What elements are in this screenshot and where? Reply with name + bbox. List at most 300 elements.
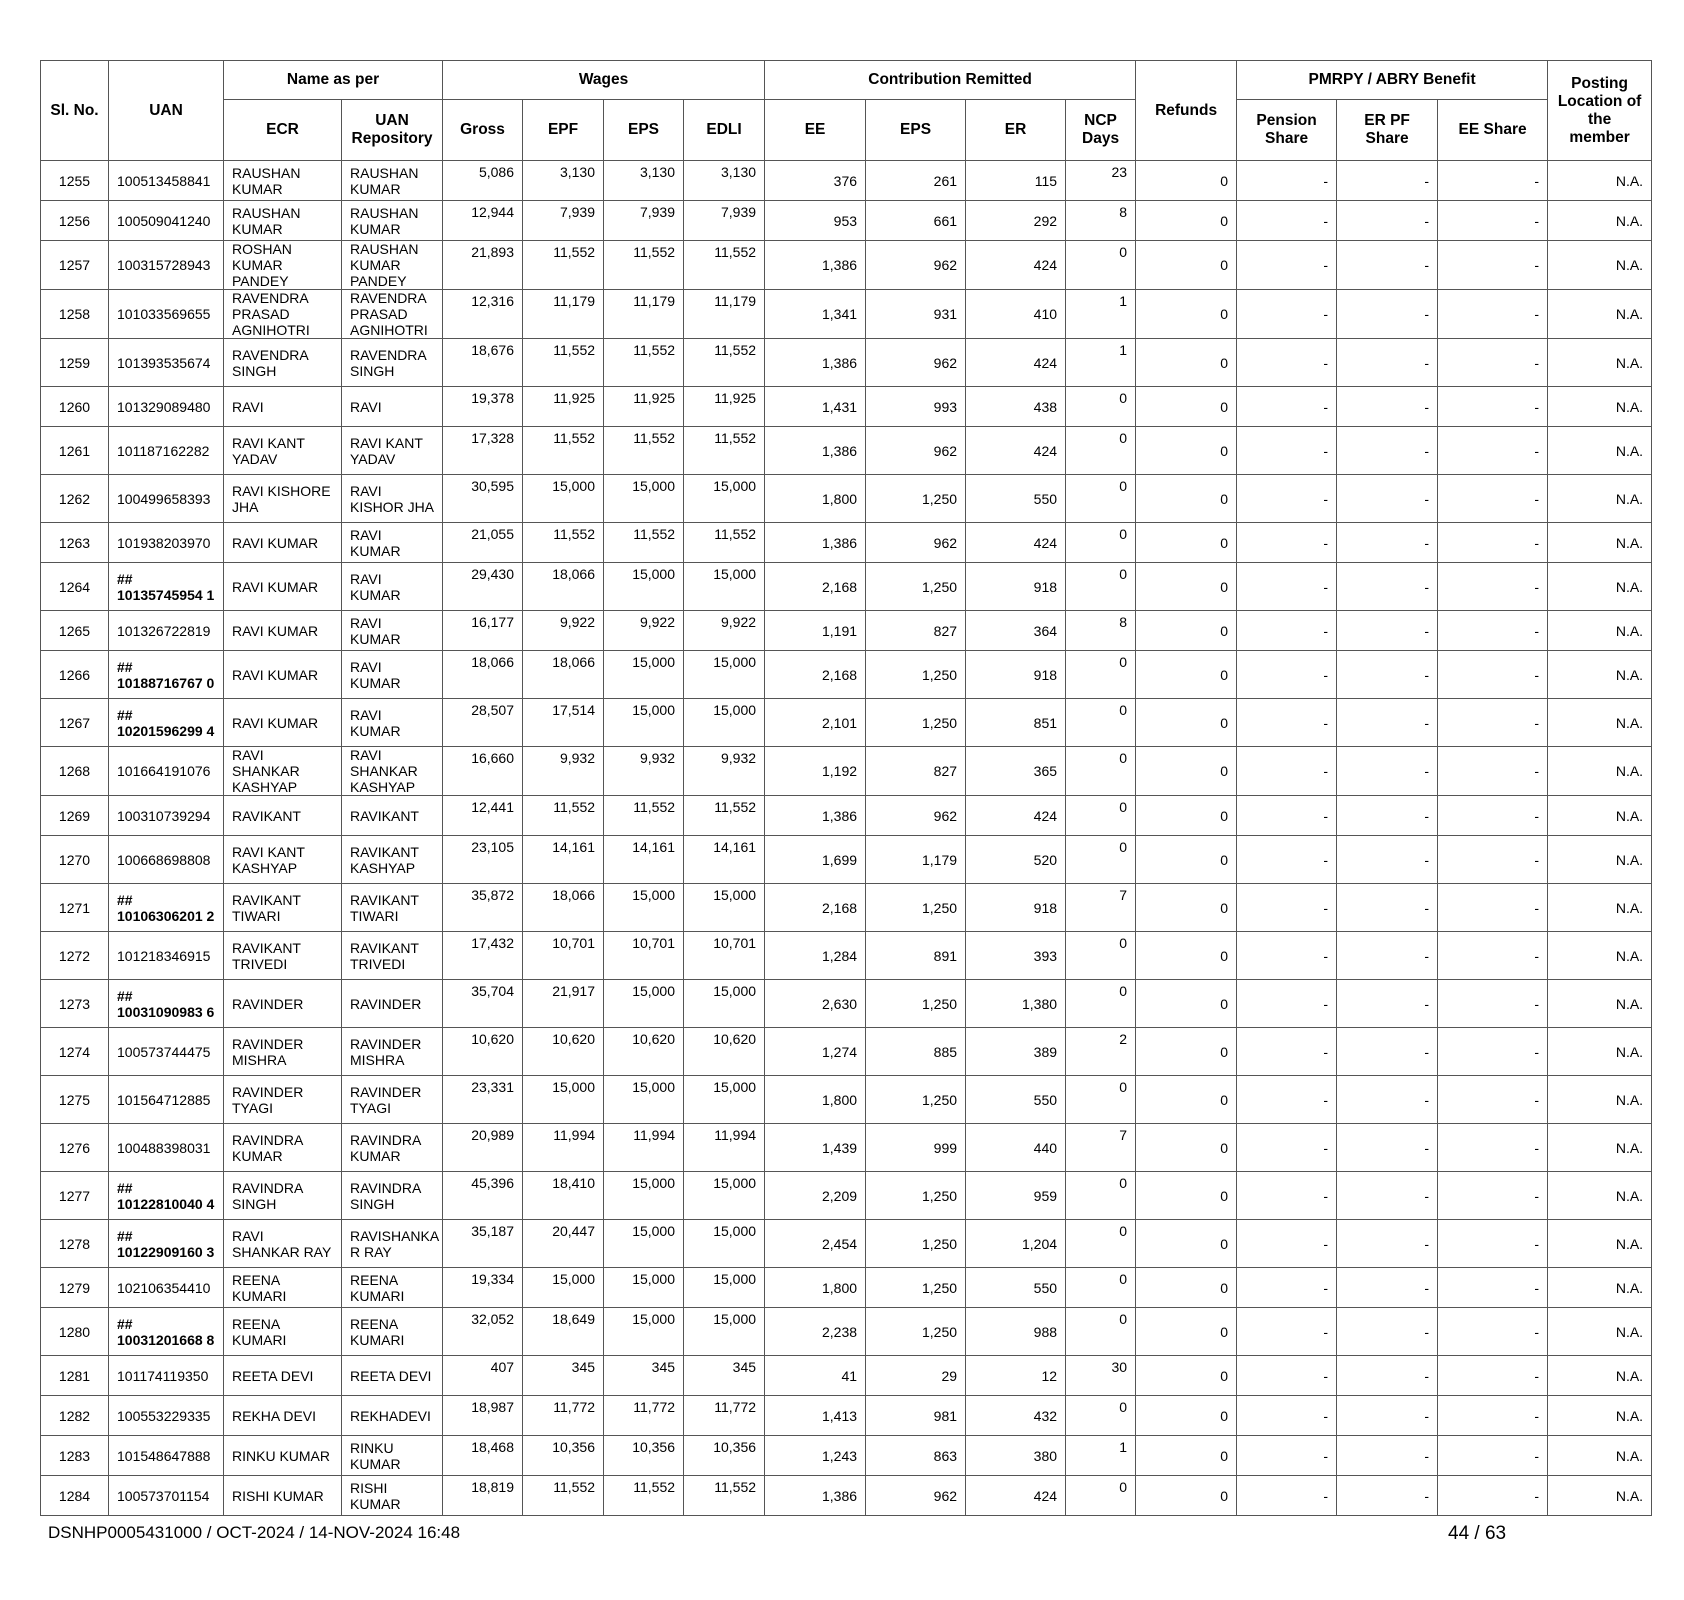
cell-ee-share: -: [1438, 1308, 1548, 1356]
cell-gross: 20,989: [443, 1124, 523, 1172]
cell-er-pf-share: -: [1337, 1172, 1438, 1220]
cell-ecr-name: RAVI SHANKAR RAY: [224, 1220, 342, 1268]
cell-ncp-days: 0: [1066, 387, 1136, 427]
cell-ncp-days: 0: [1066, 1172, 1136, 1220]
cell-edli: 15,000: [684, 884, 765, 932]
cell-pension-share: -: [1237, 836, 1337, 884]
cell-repository-name: RAVI KISHOR JHA: [342, 475, 443, 523]
cell-ncp-days: 23: [1066, 161, 1136, 201]
cell-ee-share: -: [1438, 980, 1548, 1028]
cell-contrib-eps: 962: [866, 427, 966, 475]
cell-er-pf-share: -: [1337, 1220, 1438, 1268]
cell-ecr-name: RAVINDER MISHRA: [224, 1028, 342, 1076]
cell-ncp-days: 1: [1066, 339, 1136, 387]
cell-posting-location: N.A.: [1548, 201, 1652, 241]
cell-epf: 15,000: [523, 1268, 604, 1308]
cell-ncp-days: 0: [1066, 836, 1136, 884]
cell-ee: 2,209: [765, 1172, 866, 1220]
cell-uan: 100488398031: [109, 1124, 224, 1172]
cell-sl-no: 1262: [41, 475, 109, 523]
cell-ee-share: -: [1438, 651, 1548, 699]
cell-uan: 100668698808: [109, 836, 224, 884]
cell-epf: 11,552: [523, 427, 604, 475]
cell-ncp-days: 0: [1066, 475, 1136, 523]
cell-er-pf-share: -: [1337, 161, 1438, 201]
cell-ee-share: -: [1438, 427, 1548, 475]
cell-ee: 953: [765, 201, 866, 241]
cell-ee-share: -: [1438, 1172, 1548, 1220]
cell-ecr-name: RAVINDRA SINGH: [224, 1172, 342, 1220]
cell-gross: 18,987: [443, 1396, 523, 1436]
cell-ee-share: -: [1438, 1028, 1548, 1076]
cell-edli: 15,000: [684, 1220, 765, 1268]
cell-er: 12: [966, 1356, 1066, 1396]
col-er: ER: [966, 100, 1066, 161]
cell-ee: 1,431: [765, 387, 866, 427]
cell-ee-share: -: [1438, 387, 1548, 427]
cell-er-pf-share: -: [1337, 1436, 1438, 1476]
cell-ecr-name: RAVI KANT KASHYAP: [224, 836, 342, 884]
cell-posting-location: N.A.: [1548, 1356, 1652, 1396]
cell-ncp-days: 0: [1066, 563, 1136, 611]
cell-er-pf-share: -: [1337, 1396, 1438, 1436]
cell-ncp-days: 0: [1066, 1396, 1136, 1436]
cell-gross: 16,177: [443, 611, 523, 651]
cell-pension-share: -: [1237, 387, 1337, 427]
cell-sl-no: 1259: [41, 339, 109, 387]
cell-sl-no: 1263: [41, 523, 109, 563]
cell-repository-name: RAVI KUMAR: [342, 523, 443, 563]
cell-ecr-name: RAVENDRA PRASAD AGNIHOTRI: [224, 290, 342, 339]
cell-ecr-name: RAVINDRA KUMAR: [224, 1124, 342, 1172]
col-contrib-eps: EPS: [866, 100, 966, 161]
cell-epf: 11,552: [523, 523, 604, 563]
cell-pension-share: -: [1237, 339, 1337, 387]
cell-er: 988: [966, 1308, 1066, 1356]
cell-er-pf-share: -: [1337, 747, 1438, 796]
cell-sl-no: 1277: [41, 1172, 109, 1220]
cell-refunds: 0: [1136, 747, 1237, 796]
cell-posting-location: N.A.: [1548, 980, 1652, 1028]
cell-repository-name: RAVI KUMAR: [342, 699, 443, 747]
cell-sl-no: 1283: [41, 1436, 109, 1476]
cell-ecr-name: RAVI KUMAR: [224, 699, 342, 747]
table-row: [41, 475, 1652, 523]
cell-er: 959: [966, 1172, 1066, 1220]
table-row: [41, 523, 1652, 563]
cell-ecr-name: RAVI KANT YADAV: [224, 427, 342, 475]
cell-repository-name: RAVI KUMAR: [342, 651, 443, 699]
cell-ncp-days: 0: [1066, 1308, 1136, 1356]
cell-er-pf-share: -: [1337, 201, 1438, 241]
cell-edli: 10,620: [684, 1028, 765, 1076]
cell-gross: 29,430: [443, 563, 523, 611]
cell-ncp-days: 0: [1066, 1268, 1136, 1308]
cell-refunds: 0: [1136, 651, 1237, 699]
cell-refunds: 0: [1136, 699, 1237, 747]
cell-gross: 19,334: [443, 1268, 523, 1308]
cell-gross: 35,872: [443, 884, 523, 932]
cell-edli: 11,552: [684, 1476, 765, 1516]
page-number: 44 / 63: [1448, 1523, 1507, 1544]
cell-epf: 9,932: [523, 747, 604, 796]
cell-ecr-name: RINKU KUMAR: [224, 1436, 342, 1476]
cell-contrib-eps: 1,250: [866, 475, 966, 523]
cell-posting-location: N.A.: [1548, 1476, 1652, 1516]
cell-ecr-name: REKHA DEVI: [224, 1396, 342, 1436]
cell-gross: 19,378: [443, 387, 523, 427]
cell-edli: 15,000: [684, 1308, 765, 1356]
cell-er: 550: [966, 1076, 1066, 1124]
cell-gross: 18,819: [443, 1476, 523, 1516]
cell-repository-name: RAVIKANT: [342, 796, 443, 836]
cell-pension-share: -: [1237, 1396, 1337, 1436]
table-row: [41, 563, 1652, 611]
cell-sl-no: 1278: [41, 1220, 109, 1268]
cell-epf: 345: [523, 1356, 604, 1396]
cell-gross: 35,187: [443, 1220, 523, 1268]
cell-posting-location: N.A.: [1548, 427, 1652, 475]
cell-contrib-eps: 962: [866, 523, 966, 563]
cell-contrib-eps: 1,250: [866, 1308, 966, 1356]
cell-posting-location: N.A.: [1548, 1436, 1652, 1476]
cell-posting-location: N.A.: [1548, 836, 1652, 884]
cell-er-pf-share: -: [1337, 1308, 1438, 1356]
cell-repository-name: RAVENDRA PRASAD AGNIHOTRI: [342, 290, 443, 339]
cell-ncp-days: 8: [1066, 201, 1136, 241]
table-body: [41, 161, 1652, 1516]
cell-ee-share: -: [1438, 796, 1548, 836]
cell-er-pf-share: -: [1337, 980, 1438, 1028]
cell-ecr-name: RAVIKANT TIWARI: [224, 884, 342, 932]
cell-sl-no: 1282: [41, 1396, 109, 1436]
cell-posting-location: N.A.: [1548, 1268, 1652, 1308]
cell-repository-name: RAVENDRA SINGH: [342, 339, 443, 387]
cell-ee-share: -: [1438, 699, 1548, 747]
cell-sl-no: 1261: [41, 427, 109, 475]
cell-refunds: 0: [1136, 836, 1237, 884]
cell-ee: 1,439: [765, 1124, 866, 1172]
cell-edli: 11,552: [684, 796, 765, 836]
cell-eps: 3,130: [604, 161, 684, 201]
cell-ecr-name: RAVINDER: [224, 980, 342, 1028]
cell-ncp-days: 7: [1066, 884, 1136, 932]
cell-pension-share: -: [1237, 290, 1337, 339]
cell-ee-share: -: [1438, 475, 1548, 523]
cell-epf: 11,552: [523, 796, 604, 836]
cell-contrib-eps: 981: [866, 1396, 966, 1436]
cell-er-pf-share: -: [1337, 1124, 1438, 1172]
cell-uan: 101664191076: [109, 747, 224, 796]
cell-ncp-days: 0: [1066, 427, 1136, 475]
cell-er-pf-share: -: [1337, 932, 1438, 980]
cell-er: 365: [966, 747, 1066, 796]
cell-pension-share: -: [1237, 611, 1337, 651]
col-uan-repository: UAN Repository: [342, 100, 443, 161]
cell-contrib-eps: 993: [866, 387, 966, 427]
cell-edli: 14,161: [684, 836, 765, 884]
cell-pension-share: -: [1237, 980, 1337, 1028]
cell-sl-no: 1267: [41, 699, 109, 747]
cell-ee-share: -: [1438, 1268, 1548, 1308]
cell-eps: 15,000: [604, 1220, 684, 1268]
cell-eps: 11,552: [604, 427, 684, 475]
table-row: [41, 611, 1652, 651]
cell-contrib-eps: 1,250: [866, 1076, 966, 1124]
cell-ee: 1,284: [765, 932, 866, 980]
cell-refunds: 0: [1136, 241, 1237, 290]
cell-repository-name: RAVINDER MISHRA: [342, 1028, 443, 1076]
cell-posting-location: N.A.: [1548, 884, 1652, 932]
cell-refunds: 0: [1136, 611, 1237, 651]
group-name-as-per: Name as per: [224, 61, 443, 100]
cell-pension-share: -: [1237, 699, 1337, 747]
table-row: [41, 884, 1652, 932]
cell-pension-share: -: [1237, 747, 1337, 796]
cell-uan: 100553229335: [109, 1396, 224, 1436]
cell-ee: 2,168: [765, 563, 866, 611]
cell-edli: 11,552: [684, 523, 765, 563]
cell-epf: 9,922: [523, 611, 604, 651]
cell-ee-share: -: [1438, 1436, 1548, 1476]
cell-pension-share: -: [1237, 241, 1337, 290]
cell-eps: 11,552: [604, 523, 684, 563]
cell-repository-name: RISHI KUMAR: [342, 1476, 443, 1516]
cell-pension-share: -: [1237, 932, 1337, 980]
cell-refunds: 0: [1136, 427, 1237, 475]
cell-epf: 18,649: [523, 1308, 604, 1356]
cell-edli: 15,000: [684, 475, 765, 523]
cell-epf: 18,066: [523, 884, 604, 932]
cell-refunds: 0: [1136, 1268, 1237, 1308]
cell-gross: 18,066: [443, 651, 523, 699]
cell-uan: ## 10106306201 2: [109, 884, 224, 932]
cell-refunds: 0: [1136, 523, 1237, 563]
table-row: [41, 1308, 1652, 1356]
cell-ee: 1,386: [765, 339, 866, 387]
col-uan: UAN: [109, 61, 224, 161]
cell-epf: 21,917: [523, 980, 604, 1028]
cell-repository-name: REENA KUMARI: [342, 1308, 443, 1356]
cell-posting-location: N.A.: [1548, 475, 1652, 523]
cell-sl-no: 1265: [41, 611, 109, 651]
cell-gross: 16,660: [443, 747, 523, 796]
cell-gross: 28,507: [443, 699, 523, 747]
cell-gross: 21,055: [443, 523, 523, 563]
cell-er-pf-share: -: [1337, 387, 1438, 427]
cell-ee: 2,454: [765, 1220, 866, 1268]
cell-ncp-days: 1: [1066, 290, 1136, 339]
cell-pension-share: -: [1237, 884, 1337, 932]
cell-edli: 15,000: [684, 699, 765, 747]
cell-ncp-days: 0: [1066, 1076, 1136, 1124]
cell-eps: 15,000: [604, 980, 684, 1028]
cell-repository-name: RINKU KUMAR: [342, 1436, 443, 1476]
table-row: [41, 1172, 1652, 1220]
cell-refunds: 0: [1136, 1172, 1237, 1220]
cell-eps: 15,000: [604, 884, 684, 932]
cell-pension-share: -: [1237, 1356, 1337, 1396]
cell-edli: 9,922: [684, 611, 765, 651]
cell-gross: 23,331: [443, 1076, 523, 1124]
cell-uan: 101033569655: [109, 290, 224, 339]
cell-repository-name: REENA KUMARI: [342, 1268, 443, 1308]
cell-er: 380: [966, 1436, 1066, 1476]
cell-ee: 1,386: [765, 427, 866, 475]
cell-ee: 1,800: [765, 1076, 866, 1124]
cell-refunds: 0: [1136, 932, 1237, 980]
cell-eps: 11,552: [604, 241, 684, 290]
cell-epf: 10,620: [523, 1028, 604, 1076]
cell-eps: 10,701: [604, 932, 684, 980]
cell-ecr-name: RAVINDER TYAGI: [224, 1076, 342, 1124]
table-row: [41, 201, 1652, 241]
cell-epf: 11,552: [523, 339, 604, 387]
cell-er-pf-share: -: [1337, 290, 1438, 339]
cell-contrib-eps: 827: [866, 611, 966, 651]
col-eps: EPS: [604, 100, 684, 161]
cell-refunds: 0: [1136, 1356, 1237, 1396]
cell-epf: 15,000: [523, 1076, 604, 1124]
cell-posting-location: N.A.: [1548, 290, 1652, 339]
cell-ecr-name: RAVIKANT: [224, 796, 342, 836]
table-row: [41, 339, 1652, 387]
cell-posting-location: N.A.: [1548, 796, 1652, 836]
cell-sl-no: 1280: [41, 1308, 109, 1356]
cell-posting-location: N.A.: [1548, 1308, 1652, 1356]
cell-er-pf-share: -: [1337, 523, 1438, 563]
table-row: [41, 1476, 1652, 1516]
cell-er-pf-share: -: [1337, 1028, 1438, 1076]
cell-uan: ## 10188716767 0: [109, 651, 224, 699]
cell-er: 550: [966, 1268, 1066, 1308]
cell-pension-share: -: [1237, 427, 1337, 475]
cell-repository-name: RAVI SHANKAR KASHYAP: [342, 747, 443, 796]
cell-epf: 18,066: [523, 563, 604, 611]
cell-contrib-eps: 1,250: [866, 651, 966, 699]
cell-gross: 32,052: [443, 1308, 523, 1356]
cell-sl-no: 1275: [41, 1076, 109, 1124]
col-ee-share: EE Share: [1438, 100, 1548, 161]
col-gross: Gross: [443, 100, 523, 161]
table-row: [41, 747, 1652, 796]
cell-gross: 18,468: [443, 1436, 523, 1476]
table-row: [41, 796, 1652, 836]
cell-ee-share: -: [1438, 290, 1548, 339]
cell-sl-no: 1279: [41, 1268, 109, 1308]
cell-contrib-eps: 962: [866, 1476, 966, 1516]
cell-ee: 1,192: [765, 747, 866, 796]
cell-contrib-eps: 999: [866, 1124, 966, 1172]
table-row: [41, 1124, 1652, 1172]
cell-ecr-name: RAVI KUMAR: [224, 651, 342, 699]
cell-uan: 101326722819: [109, 611, 224, 651]
cell-er-pf-share: -: [1337, 611, 1438, 651]
cell-uan: 101218346915: [109, 932, 224, 980]
cell-sl-no: 1268: [41, 747, 109, 796]
cell-ncp-days: 0: [1066, 651, 1136, 699]
cell-er: 1,380: [966, 980, 1066, 1028]
cell-sl-no: 1276: [41, 1124, 109, 1172]
cell-contrib-eps: 1,250: [866, 1220, 966, 1268]
cell-edli: 7,939: [684, 201, 765, 241]
cell-gross: 45,396: [443, 1172, 523, 1220]
col-edli: EDLI: [684, 100, 765, 161]
cell-contrib-eps: 962: [866, 796, 966, 836]
cell-eps: 9,932: [604, 747, 684, 796]
cell-er: 520: [966, 836, 1066, 884]
cell-pension-share: -: [1237, 475, 1337, 523]
cell-edli: 11,179: [684, 290, 765, 339]
cell-pension-share: -: [1237, 1436, 1337, 1476]
cell-epf: 3,130: [523, 161, 604, 201]
cell-repository-name: RAVI: [342, 387, 443, 427]
cell-repository-name: RAVIKANT TRIVEDI: [342, 932, 443, 980]
cell-repository-name: RAVINDRA KUMAR: [342, 1124, 443, 1172]
cell-uan: 100499658393: [109, 475, 224, 523]
cell-contrib-eps: 261: [866, 161, 966, 201]
cell-posting-location: N.A.: [1548, 651, 1652, 699]
cell-er: 438: [966, 387, 1066, 427]
cell-er-pf-share: -: [1337, 241, 1438, 290]
cell-contrib-eps: 931: [866, 290, 966, 339]
cell-ecr-name: RAVI: [224, 387, 342, 427]
cell-repository-name: REETA DEVI: [342, 1356, 443, 1396]
cell-refunds: 0: [1136, 387, 1237, 427]
cell-er: 440: [966, 1124, 1066, 1172]
cell-ncp-days: 2: [1066, 1028, 1136, 1076]
cell-ee-share: -: [1438, 1076, 1548, 1124]
cell-sl-no: 1272: [41, 932, 109, 980]
cell-uan: 100310739294: [109, 796, 224, 836]
cell-sl-no: 1256: [41, 201, 109, 241]
cell-eps: 15,000: [604, 475, 684, 523]
cell-uan: 101393535674: [109, 339, 224, 387]
cell-er: 424: [966, 339, 1066, 387]
cell-refunds: 0: [1136, 563, 1237, 611]
cell-eps: 11,772: [604, 1396, 684, 1436]
cell-sl-no: 1269: [41, 796, 109, 836]
cell-gross: 12,944: [443, 201, 523, 241]
cell-sl-no: 1255: [41, 161, 109, 201]
cell-ee: 2,168: [765, 651, 866, 699]
cell-pension-share: -: [1237, 563, 1337, 611]
cell-ee: 1,800: [765, 1268, 866, 1308]
cell-refunds: 0: [1136, 980, 1237, 1028]
table-row: [41, 836, 1652, 884]
cell-edli: 11,925: [684, 387, 765, 427]
cell-ee: 1,386: [765, 523, 866, 563]
cell-ee: 41: [765, 1356, 866, 1396]
cell-epf: 11,552: [523, 1476, 604, 1516]
cell-repository-name: RAVI KUMAR: [342, 563, 443, 611]
cell-ee-share: -: [1438, 523, 1548, 563]
cell-pension-share: -: [1237, 1172, 1337, 1220]
cell-refunds: 0: [1136, 796, 1237, 836]
cell-gross: 18,676: [443, 339, 523, 387]
cell-ecr-name: RAUSHAN KUMAR: [224, 201, 342, 241]
group-contribution-remitted: Contribution Remitted: [765, 61, 1136, 100]
cell-ee-share: -: [1438, 161, 1548, 201]
cell-ecr-name: REETA DEVI: [224, 1356, 342, 1396]
col-sl-no: Sl. No.: [41, 61, 109, 161]
cell-posting-location: N.A.: [1548, 1124, 1652, 1172]
cell-ncp-days: 7: [1066, 1124, 1136, 1172]
cell-er: 550: [966, 475, 1066, 523]
cell-ncp-days: 0: [1066, 796, 1136, 836]
cell-refunds: 0: [1136, 1220, 1237, 1268]
cell-eps: 11,925: [604, 387, 684, 427]
